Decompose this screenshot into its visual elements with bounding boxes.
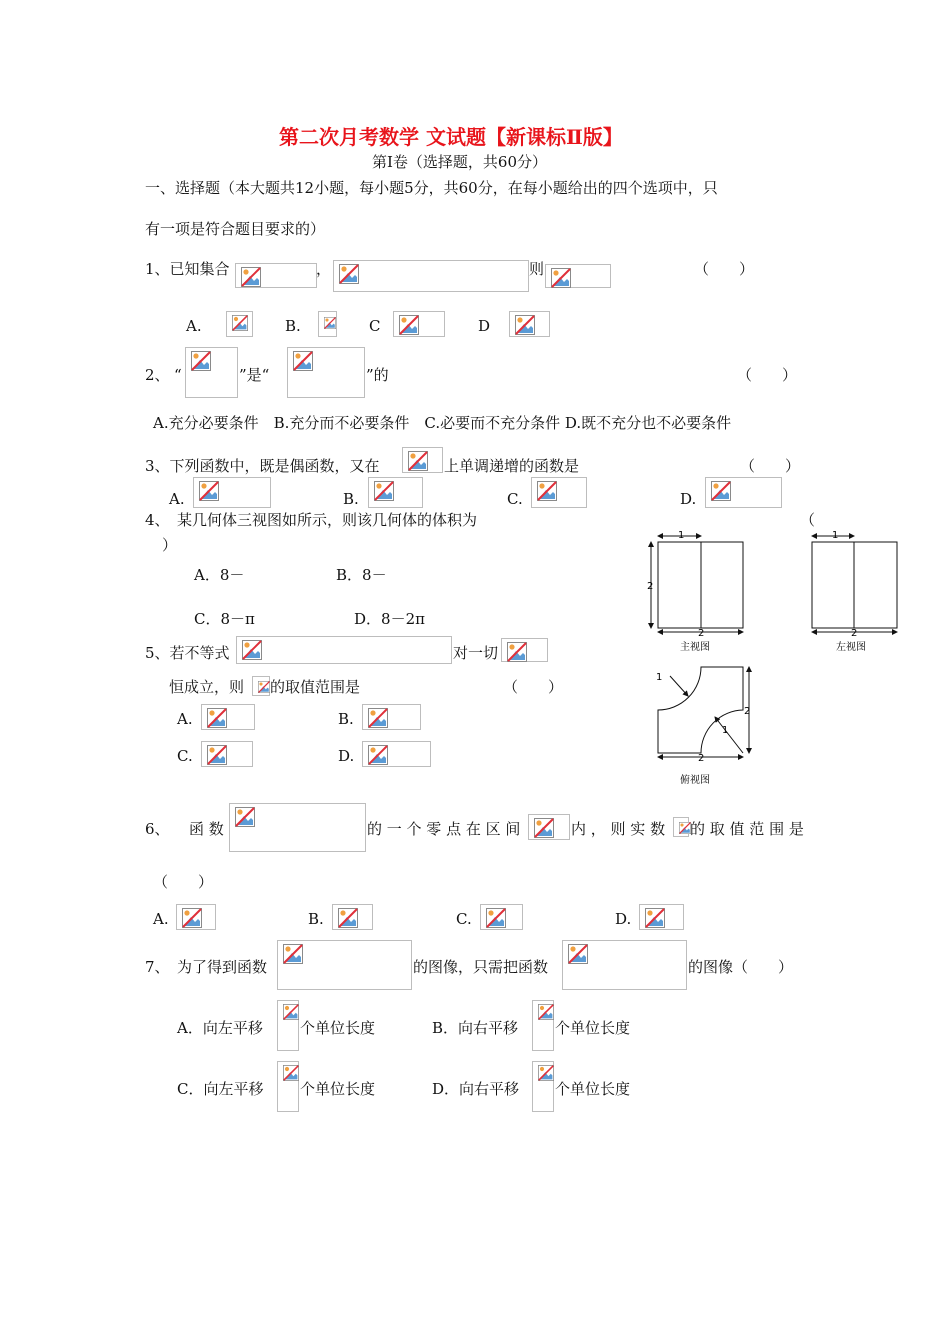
dim-label: 2 — [851, 628, 858, 639]
q4-option-c: C．8－π — [194, 610, 255, 628]
q4-paren-close: ） — [162, 536, 178, 554]
q1-answer-paren: （ ） — [694, 260, 755, 278]
q5-option-c: C. — [177, 747, 193, 765]
q3-option-d: D. — [680, 490, 697, 508]
section-intro-cont: 有一项是符合题目要求的） — [145, 220, 326, 238]
formula-image-icon — [528, 814, 570, 840]
q6-func: 函 数 — [189, 820, 224, 838]
formula-image-icon — [277, 1061, 299, 1112]
q3-option-a: A. — [169, 490, 185, 508]
q5-answer-paren: （ ） — [503, 678, 564, 696]
q2-answer-paren: （ ） — [737, 366, 798, 384]
volume-heading: 第Ⅰ卷（选择题，共60分） — [372, 153, 548, 171]
q7-end: 的图像（ ） — [688, 958, 794, 976]
q1-option-a: A. — [186, 317, 202, 335]
dim-label: 2 — [698, 628, 705, 639]
q5-option-d: D. — [338, 747, 355, 765]
q5-line2-end: 的取值范围是 — [270, 678, 361, 696]
formula-image-icon — [362, 741, 431, 767]
q1-option-b: B. — [285, 317, 301, 335]
formula-image-icon — [318, 311, 337, 337]
q1-then: 则 — [529, 260, 545, 278]
q5-option-a: A. — [177, 710, 193, 728]
q3-prefix: 3、下列函数中，既是偶函数，又在 — [145, 457, 380, 475]
formula-image-icon — [532, 1061, 554, 1112]
dim-label: 1 — [678, 530, 685, 541]
q6-option-d: D. — [615, 910, 632, 928]
formula-image-icon — [226, 311, 253, 337]
formula-image-icon — [193, 477, 271, 508]
q7-mid: 的图像，只需把函数 — [413, 958, 549, 976]
q6-option-b: B. — [308, 910, 324, 928]
side-view-label: 左视图 — [836, 642, 866, 653]
formula-image-icon — [501, 638, 548, 662]
q7-option-a-unit: 个单位长度 — [300, 1019, 376, 1037]
top-view-label: 俯视图 — [680, 775, 710, 786]
dim-label: 2 — [698, 753, 705, 764]
q7-prefix: 7、 为了得到函数 — [145, 958, 268, 976]
q6-number: 6、 — [145, 820, 170, 838]
q2-options: A.充分必要条件 B.充分而不必要条件 C.必要而不充分条件 D.既不充分也不必要条件 — [153, 414, 732, 432]
q4-option-d: D．8－2π — [354, 610, 425, 628]
formula-image-icon — [402, 447, 443, 473]
formula-image-icon — [531, 477, 587, 508]
q6-option-a: A. — [153, 910, 169, 928]
q7-option-c: C．向左平移 — [177, 1080, 264, 1098]
q7-option-d-unit: 个单位长度 — [555, 1080, 631, 1098]
q4-option-b: B．8－ — [336, 566, 387, 584]
formula-image-icon — [235, 263, 317, 288]
formula-image-icon — [705, 477, 782, 508]
q6-mid: 的 一 个 零 点 在 区 间 — [367, 820, 521, 838]
dim-label: 2 — [647, 581, 654, 592]
front-view-label: 主视图 — [680, 642, 710, 653]
q1-option-d: D — [478, 317, 491, 335]
q7-option-c-unit: 个单位长度 — [300, 1080, 376, 1098]
q7-option-b-unit: 个单位长度 — [555, 1019, 631, 1037]
formula-image-icon — [201, 741, 253, 767]
dim-label: 1 — [832, 530, 839, 541]
q1-prefix: 1、已知集合 — [145, 260, 230, 278]
formula-image-icon — [673, 817, 689, 837]
q6-in: 内 ， 则 实 数 — [571, 820, 666, 838]
formula-image-icon — [185, 347, 238, 398]
q5-line2: 恒成立，则 — [169, 678, 245, 696]
q5-option-b: B. — [338, 710, 354, 728]
formula-image-icon — [201, 704, 255, 730]
formula-image-icon — [176, 904, 216, 930]
front-view — [651, 536, 743, 632]
q5-prefix: 5、若不等式 — [145, 644, 230, 662]
q2-number: 2、 — [145, 366, 170, 384]
formula-image-icon — [236, 636, 452, 664]
q2-mid: ”是“ — [239, 366, 270, 384]
formula-image-icon — [480, 904, 523, 930]
side-view — [812, 536, 897, 632]
formula-image-icon — [393, 311, 445, 337]
q7-option-a: A．向左平移 — [177, 1019, 263, 1037]
q6-answer-paren: （ ） — [153, 873, 214, 891]
q1-comma: ， — [316, 260, 332, 278]
three-view-figure — [640, 528, 910, 790]
q6-option-c: C. — [456, 910, 472, 928]
formula-image-icon — [229, 803, 366, 852]
q3-option-c: C. — [507, 490, 523, 508]
dim-label: 2 — [744, 706, 751, 717]
dim-label: 1 — [656, 672, 663, 683]
formula-image-icon — [333, 260, 529, 292]
q4-option-a: A．8－ — [194, 566, 245, 584]
q3-answer-paren: （ ） — [740, 457, 801, 475]
q7-option-b: B．向右平移 — [432, 1019, 519, 1037]
formula-image-icon — [287, 347, 365, 398]
q4-paren-open: （ — [800, 511, 816, 529]
q2-quote: “ — [174, 366, 182, 384]
page-title: 第二次月考数学 文试题【新课标Ⅱ版】 — [279, 125, 623, 149]
formula-image-icon — [562, 940, 687, 990]
q3-option-b: B. — [343, 490, 359, 508]
section-intro: 一、选择题（本大题共12小题，每小题5分，共60分，在每小题给出的四个选项中，只 — [145, 179, 718, 197]
q7-option-d: D．向右平移 — [432, 1080, 520, 1098]
formula-image-icon — [532, 1000, 554, 1051]
q1-option-c: C — [369, 317, 381, 335]
top-view — [658, 667, 749, 757]
formula-image-icon — [368, 477, 423, 508]
q5-all: 对一切 — [453, 644, 499, 662]
q3-suffix: 上单调递增的函数是 — [444, 457, 580, 475]
q2-end: ”的 — [366, 366, 389, 384]
formula-image-icon — [639, 904, 684, 930]
dim-label: 1 — [722, 725, 729, 736]
formula-image-icon — [362, 704, 421, 730]
q4-text: 4、 某几何体三视图如所示，则该几何体的体积为 — [145, 511, 478, 529]
formula-image-icon — [252, 676, 270, 696]
formula-image-icon — [332, 904, 373, 930]
formula-image-icon — [277, 1000, 299, 1051]
formula-image-icon — [545, 264, 611, 288]
q6-end: 的 取 值 范 围 是 — [690, 820, 804, 838]
formula-image-icon — [277, 940, 412, 990]
formula-image-icon — [509, 311, 550, 337]
